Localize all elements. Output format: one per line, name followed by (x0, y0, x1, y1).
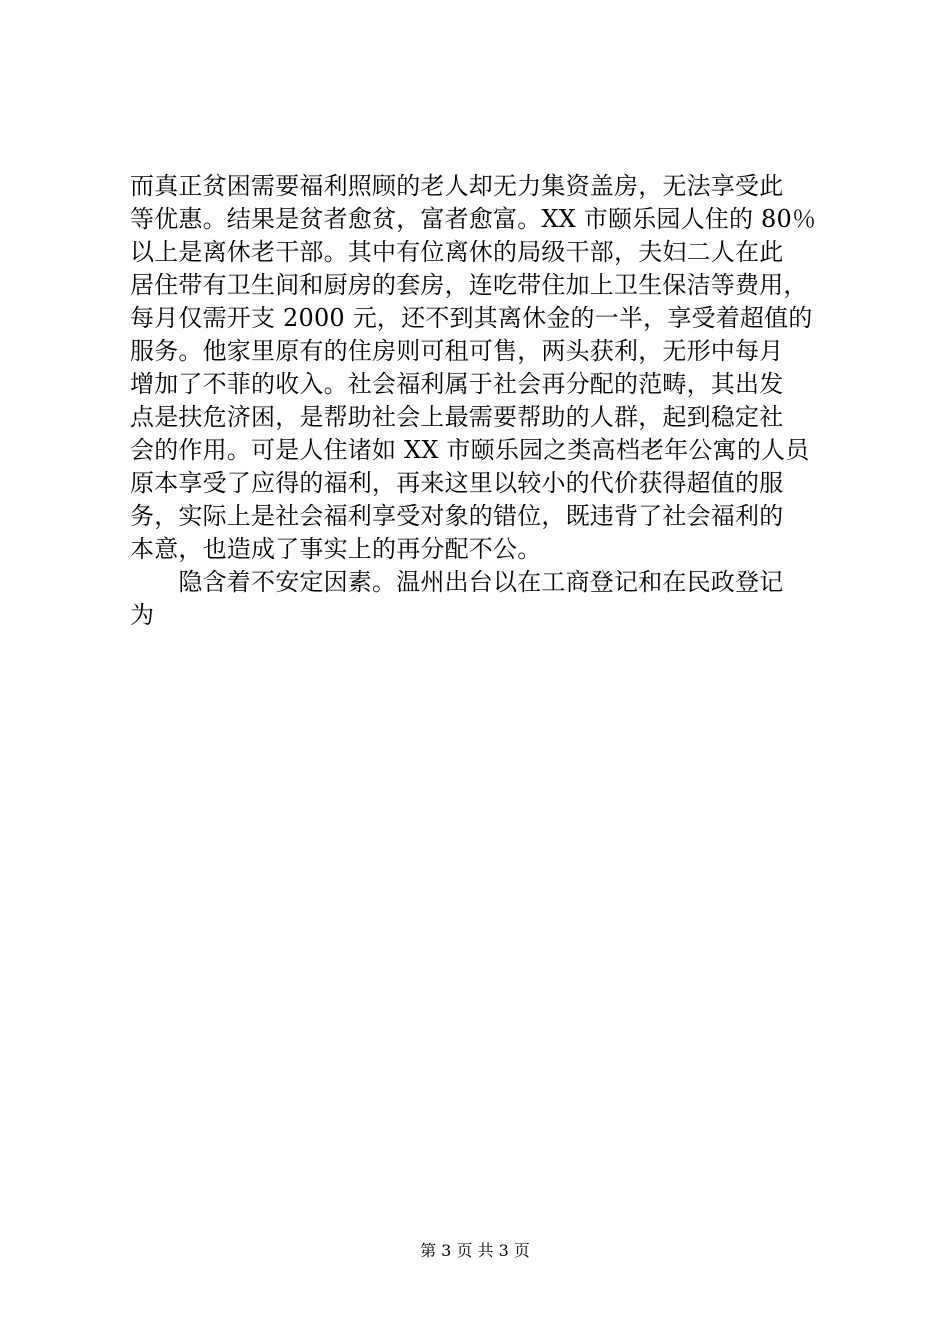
text-line: 增加了不菲的收入。社会福利属于社会再分配的范畴，其出发 (130, 370, 784, 398)
text-line: 等优惠。结果是贫者愈贫，富者愈富。XX 市颐乐园人住的 80％ (130, 205, 817, 233)
text-line: 本意，也造成了事实上的再分配不公。 (130, 535, 542, 563)
text-line: 点是扶危济困，是帮助社会上最需要帮助的人群，起到稳定社 (130, 403, 784, 431)
text-line: 以上是离休老干部。其中有位离休的局级干部，夫妇二人在此 (130, 238, 784, 266)
text-line: 务，实际上是社会福利享受对象的错位，既违背了社会福利的 (130, 502, 784, 530)
text-line: 会的作用。可是人住诸如 XX 市颐乐园之类高档老年公寓的人员 (130, 436, 810, 464)
text-line: 服务。他家里原有的住房则可租可售，两头获利，无形中每月 (130, 337, 784, 365)
text-line: 为 (130, 601, 155, 629)
text-line: 每月仅需开支 2000 元，还不到其离休金的一半，享受着超值的 (130, 304, 813, 332)
body-text (130, 170, 830, 632)
text-line: 居住带有卫生间和厨房的套房，连吃带住加上卫生保洁等费用， (130, 271, 808, 299)
page-number-footer: 第 3 页 共 3 页 (420, 1241, 530, 1260)
text-line: 隐含着不安定因素。温州出台以在工商登记和在民政登记 (130, 568, 784, 596)
text-line: 原本享受了应得的福利，再来这里以较小的代价获得超值的服 (130, 469, 784, 497)
text-line: 而真正贫困需要福利照顾的老人却无力集资盖房，无法享受此 (130, 172, 784, 200)
